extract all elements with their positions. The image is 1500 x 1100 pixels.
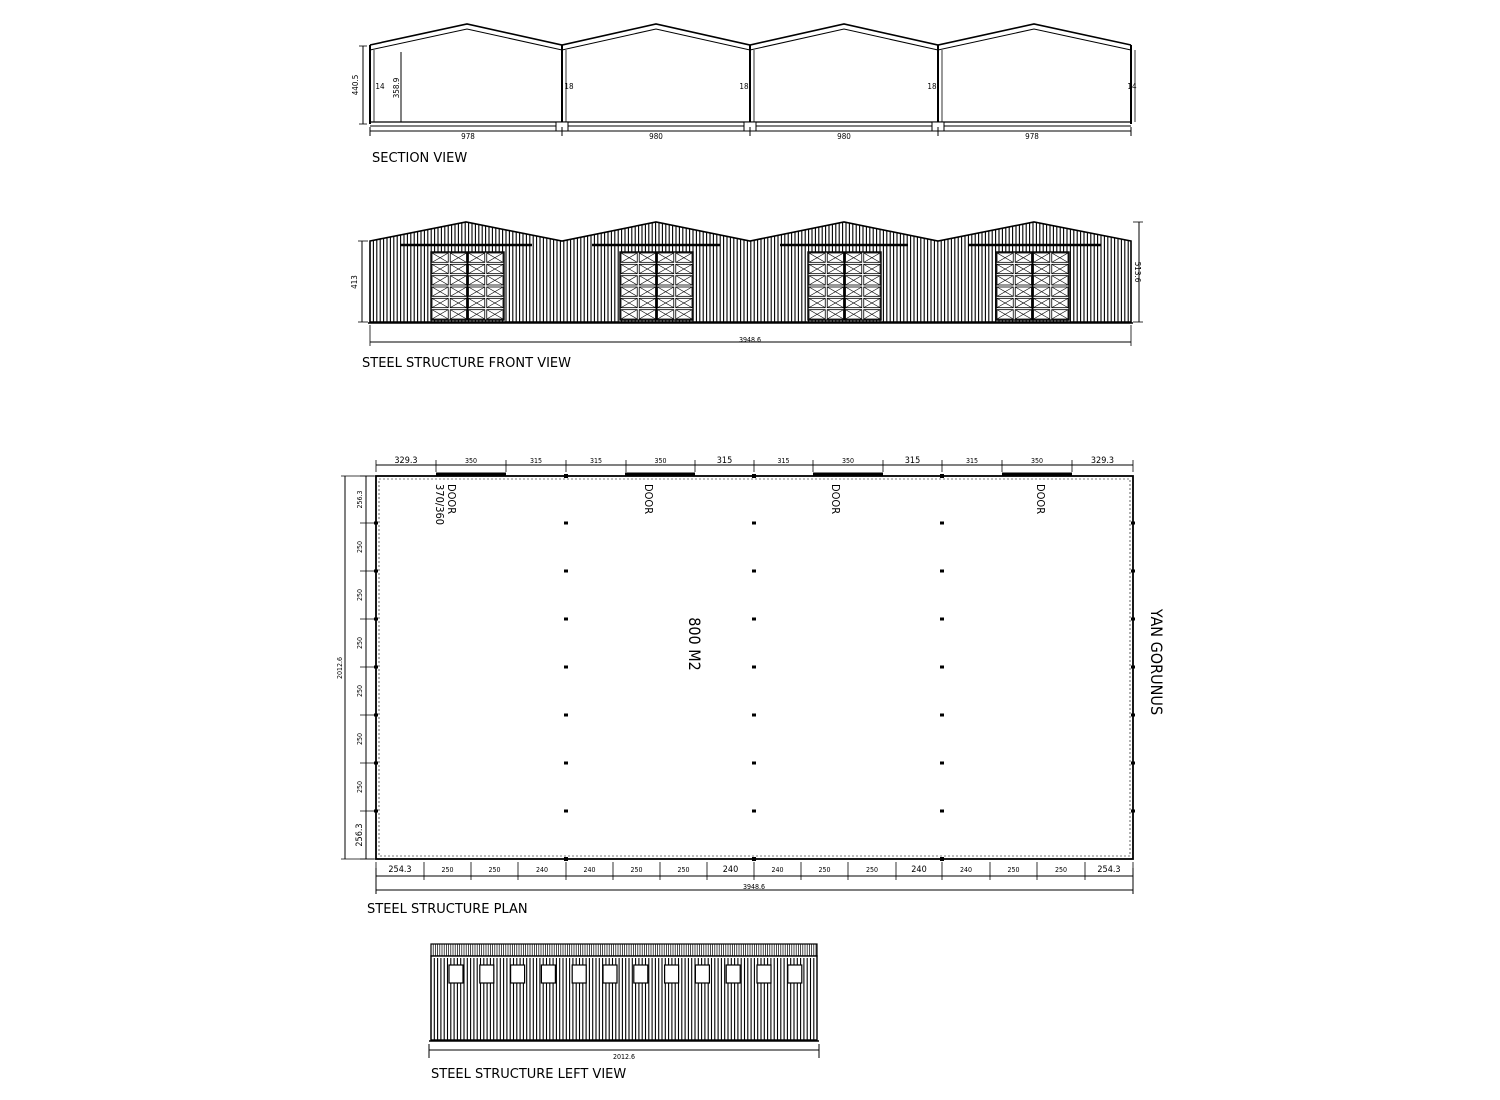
left-window xyxy=(603,965,617,983)
plan-left-dim: 256.3 xyxy=(355,823,365,847)
section-column-label: 14 xyxy=(375,82,385,91)
plan-column xyxy=(752,522,756,525)
left-window xyxy=(511,965,525,983)
plan-column xyxy=(752,762,756,765)
plan-top-dimensions xyxy=(376,456,1133,472)
plan-column xyxy=(1131,666,1135,669)
section-column-label: 18 xyxy=(564,82,574,91)
front-height-left: 413 xyxy=(350,275,359,289)
plan-column xyxy=(940,618,944,621)
left-view xyxy=(429,944,819,1082)
plan-bottom-dim: 240 xyxy=(535,866,549,874)
plan-bottom-dim: 240 xyxy=(583,866,596,874)
section-view xyxy=(351,24,1137,166)
section-view-title: SECTION VIEW xyxy=(372,151,468,166)
plan-column xyxy=(752,714,756,717)
plan-bottom-dimensions xyxy=(376,862,1133,880)
plan-bottom-dim: 240 xyxy=(722,865,739,875)
plan-top-dim: 329.3 xyxy=(394,456,418,466)
plan-total-length: 3948.6 xyxy=(742,883,766,891)
plan-left-dim: 250 xyxy=(356,684,364,698)
plan-bottom-dim: 254.3 xyxy=(388,865,412,875)
plan-bottom-dim: 250 xyxy=(865,866,879,874)
section-roof-line xyxy=(370,24,1131,45)
door-label: DOOR xyxy=(829,484,842,515)
plan-column xyxy=(564,857,568,861)
plan-bottom-dim: 240 xyxy=(911,865,927,875)
plan-column xyxy=(1131,618,1135,621)
section-column-label: 18 xyxy=(927,82,937,91)
plan-column xyxy=(752,666,756,669)
plan-column xyxy=(564,474,568,478)
plan-bottom-dim: 250 xyxy=(630,866,643,874)
plan-columns xyxy=(374,474,1135,861)
plan-column xyxy=(752,857,756,861)
plan-column xyxy=(752,570,756,573)
plan-column xyxy=(940,762,944,765)
section-height-total: 440.5 xyxy=(351,74,360,96)
section-span-label: 980 xyxy=(649,132,663,141)
left-window xyxy=(665,965,679,983)
door-label: DOOR xyxy=(445,484,458,515)
plan-left-dim: 250 xyxy=(356,636,364,650)
section-span-label: 980 xyxy=(837,132,851,141)
plan-bottom-dim: 254.3 xyxy=(1097,865,1121,875)
left-view-title: STEEL STRUCTURE LEFT VIEW xyxy=(431,1067,627,1082)
left-window xyxy=(757,965,771,983)
plan-column xyxy=(564,618,568,621)
plan-column xyxy=(564,762,568,765)
plan-column xyxy=(940,714,944,717)
left-window xyxy=(541,965,555,983)
plan-top-dim: 315 xyxy=(965,457,979,465)
plan-left-dim: 256.3 xyxy=(356,490,364,509)
plan-top-dim: 315 xyxy=(529,457,543,465)
plan-column xyxy=(564,714,568,717)
plan-top-dim: 315 xyxy=(716,456,733,466)
plan-column xyxy=(1131,522,1135,525)
plan-side-label: YAN GORUNUS xyxy=(1147,608,1166,716)
plan-bottom-dim: 240 xyxy=(771,866,784,874)
plan-top-dim: 350 xyxy=(1030,457,1044,465)
plan-left-dim: 250 xyxy=(356,780,364,794)
plan-bottom-dim: 240 xyxy=(959,866,973,874)
plan-bottom-dim: 250 xyxy=(818,866,831,874)
plan-bottom-dim: 250 xyxy=(488,866,501,874)
plan-view xyxy=(336,456,1166,917)
front-view-title: STEEL STRUCTURE FRONT VIEW xyxy=(362,356,571,371)
left-window xyxy=(480,965,494,983)
plan-bottom-dim: 250 xyxy=(1054,866,1068,874)
section-span-label: 978 xyxy=(461,132,475,141)
plan-column xyxy=(752,474,756,478)
section-frame xyxy=(359,24,1135,136)
plan-column xyxy=(564,570,568,573)
plan-column xyxy=(1131,570,1135,573)
section-column-label: 18 xyxy=(739,82,749,91)
front-width: 3948.6 xyxy=(738,336,762,344)
plan-left-dim: 250 xyxy=(356,540,364,554)
plan-column xyxy=(752,618,756,621)
plan-top-dim: 329.3 xyxy=(1090,456,1115,466)
plan-column xyxy=(940,570,944,573)
plan-column xyxy=(940,857,944,861)
plan-bottom-dim: 250 xyxy=(677,866,690,874)
left-window xyxy=(726,965,740,983)
left-window xyxy=(788,965,802,983)
plan-column xyxy=(564,522,568,525)
plan-column xyxy=(940,666,944,669)
plan-column xyxy=(940,810,944,813)
plan-top-dim: 350 xyxy=(841,457,855,465)
left-wall xyxy=(429,944,819,1041)
plan-total-width: 2012.6 xyxy=(336,656,344,680)
left-window xyxy=(449,965,463,983)
left-width: 2012.6 xyxy=(612,1053,636,1061)
plan-left-dim: 250 xyxy=(356,588,364,602)
plan-column xyxy=(1131,810,1135,813)
section-span-label: 978 xyxy=(1025,132,1039,141)
front-view xyxy=(350,215,1143,371)
plan-column xyxy=(940,474,944,478)
plan-top-dim: 315 xyxy=(904,456,921,466)
front-wall xyxy=(358,215,1143,346)
plan-bottom-dim: 250 xyxy=(441,866,454,874)
plan-column xyxy=(752,810,756,813)
front-height-right: 513.6 xyxy=(1133,261,1142,283)
plan-column xyxy=(940,522,944,525)
left-window xyxy=(695,965,709,983)
plan-column xyxy=(564,666,568,669)
plan-bottom-dim: 250 xyxy=(1007,866,1020,874)
plan-left-dim: 250 xyxy=(356,732,364,746)
plan-top-dim: 315 xyxy=(777,457,790,465)
plan-top-dim: 350 xyxy=(464,457,478,465)
plan-top-dim: 350 xyxy=(654,457,667,465)
door-label: DOOR xyxy=(642,484,655,515)
door-size-label: 370/360 xyxy=(433,484,446,526)
plan-column xyxy=(1131,762,1135,765)
plan-area-label: 800 M2 xyxy=(685,617,704,671)
section-column-label: 14 xyxy=(1127,82,1137,91)
plan-column xyxy=(1131,714,1135,717)
plan-column xyxy=(564,810,568,813)
door-label: DOOR xyxy=(1034,484,1047,515)
plan-top-dim: 315 xyxy=(589,457,603,465)
left-window xyxy=(572,965,586,983)
plan-title: STEEL STRUCTURE PLAN xyxy=(367,902,528,917)
section-height-eave: 358.9 xyxy=(392,77,401,99)
left-window xyxy=(634,965,648,983)
